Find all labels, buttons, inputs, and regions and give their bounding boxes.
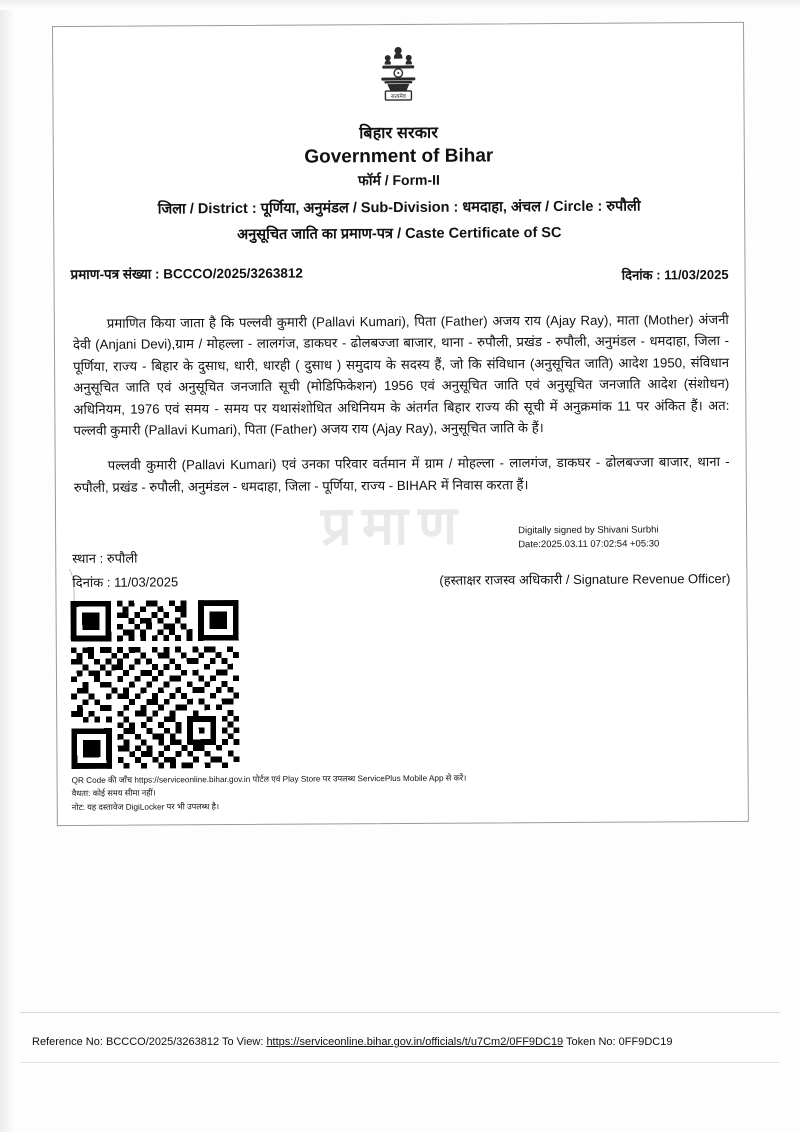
footer-divider-bottom [20, 1062, 780, 1063]
footer-divider-top [20, 1012, 780, 1013]
footer-reference-number: BCCCO/2025/3263812 [106, 1036, 220, 1048]
watermark-text: प्रमाण [320, 495, 468, 557]
qr-code[interactable] [71, 600, 240, 769]
page-edge-shadow-left [0, 0, 16, 1132]
qr-note-line-1: QR Code की जाँच https://serviceonline.bihar.gov.in पोर्टल एवं Play Store पर उपलब्ध ServicePlus Mobile App से करें। [71, 773, 467, 786]
certificate-number [70, 264, 302, 283]
footer-token-label: Token No: [566, 1036, 616, 1048]
certificate-body [52, 22, 749, 826]
svg-text:सत्यमेव: सत्यमेव [390, 93, 406, 101]
footer-reference-label: Reference No: [32, 1036, 103, 1048]
qr-note-line-3: नोट: यह दस्तावेज DigiLocker पर भी उपलब्ध है। [71, 801, 220, 812]
place-line [72, 549, 137, 567]
district-line: जिला / District : पूर्णिया, अनुमंडल / Sub-Division : धमदाहा, अंचल / Circle : रुपौली [157, 198, 641, 218]
certificate-text [73, 309, 730, 512]
qr-code-image[interactable] [71, 600, 240, 769]
gov-title-hindi: बिहार सरकार [359, 124, 439, 143]
page-edge-shadow-top [0, 0, 800, 10]
qr-instructions [72, 771, 692, 814]
date-bottom-line [72, 572, 178, 591]
date-bottom-value: 11/03/2025 [114, 574, 179, 590]
place-label: स्थान : [72, 550, 104, 566]
footer-view-url[interactable]: https://serviceonline.bihar.gov.in/officials/t/u7Cm2/0FF9DC19 [266, 1036, 564, 1048]
digital-signature-block [518, 523, 728, 552]
gov-title-english: Government of Bihar [304, 145, 494, 168]
place-value: रुपौली [106, 550, 138, 566]
form-label: फॉर्म / Form-II [357, 171, 440, 189]
issue-date-top-label: दिनांक : [621, 267, 661, 283]
footer-token-number: 0FF9DC19 [618, 1036, 673, 1048]
caste-certificate-title: अनुसूचित जाति का प्रमाण-पत्र / Caste Certificate of SC [237, 225, 562, 243]
footer-toview-label: To View: [222, 1036, 264, 1048]
digital-signature-signer: Digitally signed by Shivani Surbhi [518, 524, 659, 537]
digital-signature-date: Date:2025.03.11 07:02:54 +05:30 [518, 538, 660, 551]
certificate-number-value: BCCCO/2025/3263812 [163, 265, 303, 282]
certificate-number-label: प्रमाण-पत्र संख्या : [70, 266, 160, 283]
signature-authority-line: (हस्ताक्षर राजस्व अधिकारी / Signature Revenue Officer) [439, 570, 731, 588]
issue-date-top [622, 265, 729, 284]
paragraph-2: पल्लवी कुमारी (Pallavi Kumari) एवं उनका परिवार वर्तमान में ग्राम / मोहल्ला - लालगंज, डाकघर - ढोलबज्जा बाजार, थाना - रुपौली, प्रखंड - रुपौली, अनुमंडल - धमदाहा, जिला - पूर्णिया, राज्य - BIHAR में निवास करता हैं। [73, 454, 730, 495]
certificate-header [54, 119, 744, 192]
footer-reference [32, 1036, 672, 1048]
issue-date-top-value: 11/03/2025 [664, 266, 729, 283]
national-emblem-icon [369, 43, 427, 109]
date-bottom-label: दिनांक : [72, 574, 111, 590]
qr-note-line-2: वैधता: कोई समय सीमा नहीं। [71, 788, 156, 799]
paragraph-1: प्रमाणित किया जाता है कि पल्लवी कुमारी (Pallavi Kumari), पिता (Father) अजय राय (Ajay Ray), माता (Mother) अंजनी देवी (Anjani Devi),ग्राम / मोहल्ला - लालगंज, डाकघर - ढोलबज्जा बाजार, थाना - रुपौली, प्रखंड - रुपौली, अनुमंडल - धमदाहा, जिला - पूर्णिया, राज्य - बिहार के दुसाध, धारी, धारही ( दुसाध ) समुदाय के सदस्य हैं, जो कि संविधान (अनुसूचित जाति) आदेश 1950, संविधान अनुसूचित जाति एवं अनुसूचित जनजाति सूची (मोडिफिकेशन) 1956 एवं अनुसूचित जाति एवं अनुसूचित जनजाति आदेश (संशोधन) अधिनियम, 1976 एवं समय - समय पर यथासंशोधित अधिनियम के अंतर्गत बिहार राज्य की सूची में अनुक्रमांक 11 पर अंकित हैं। अत: पल्लवी कुमारी (Pallavi Kumari), पिता (Father) अजय राय (Ajay Ray), अनुसूचित जाति के हैं। [72, 311, 730, 438]
